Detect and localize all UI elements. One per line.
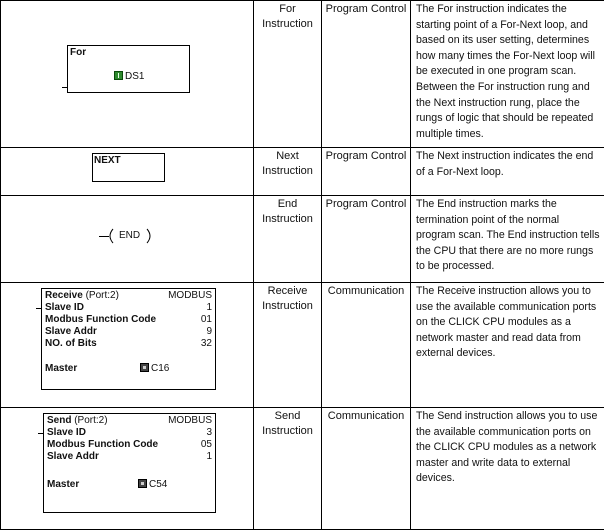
receive-title: Receive (Port:2) [45,290,119,301]
graphic-cell [1,408,254,530]
receive-protocol: MODBUS [168,290,212,301]
master-value: C16 [140,363,169,374]
field-row: Modbus Function Code 01 [45,314,212,325]
instruction-name: End Instruction [254,196,322,283]
instruction-description: The For instruction indicates the starting point of a For-Next loop, and based on its user setting, determines how many times the For-Next loop will be executed in one program scan. Between the For instruction rung and the Next instruction rung, place the rungs of logic that should be repeated multiple times. [411,1,604,148]
instruction-type: Communication [322,283,411,408]
field-row: Modbus Function Code 05 [47,439,212,450]
instruction-type: Program Control [322,196,411,283]
next-instruction-box [92,153,165,182]
table-row [1,196,604,283]
instruction-description: The Send instruction allows you to use the available communication ports on the CLICK CPU modules as a network master and write data to external devices. [411,408,604,530]
field-row: Slave Addr 9 [45,326,212,337]
for-title: For [70,47,87,58]
field-row: Slave Addr 1 [47,451,212,462]
for-operand: DS1 [114,71,144,82]
table-row [1,283,604,408]
data-register-icon [114,71,123,80]
instruction-name: Receive Instruction [254,283,322,408]
instruction-type: Program Control [322,148,411,196]
master-value: C54 [138,479,167,490]
for-instruction-box [67,45,190,93]
instruction-description: The Next instruction indicates the end of a For-Next loop. [411,148,604,196]
receive-instruction-box [41,288,216,390]
table-row [1,1,604,148]
graphic-cell [1,196,254,283]
graphic-cell [1,283,254,408]
instruction-name: Next Instruction [254,148,322,196]
master-label: Master [47,479,80,490]
table-row [1,408,604,530]
end-label: END [119,230,141,241]
send-instruction-box [43,413,216,513]
field-row: Slave ID 3 [47,427,212,438]
next-title: NEXT [94,155,121,166]
instruction-name: Send Instruction [254,408,322,530]
field-row: NO. of Bits 32 [45,338,212,349]
instruction-type: Communication [322,408,411,530]
field-row: Slave ID 1 [45,302,212,313]
control-relay-icon [138,479,147,488]
instruction-name: For Instruction [254,1,322,148]
send-title: Send (Port:2) [47,415,108,426]
instruction-description: The End instruction marks the termination point of the normal program scan. The End instruction tells the CPU that there are no more rungs to be processed. [411,196,604,283]
graphic-cell [1,148,254,196]
table-row [1,148,604,196]
instruction-type: Program Control [322,1,411,148]
instruction-description: The Receive instruction allows you to use the available communication ports on the CLICK CPU modules as a network master and read data from external devices. [411,283,604,408]
graphic-cell [1,1,254,148]
end-coil [99,228,159,244]
master-label: Master [45,363,78,374]
control-relay-icon [140,363,149,372]
send-protocol: MODBUS [168,415,212,426]
